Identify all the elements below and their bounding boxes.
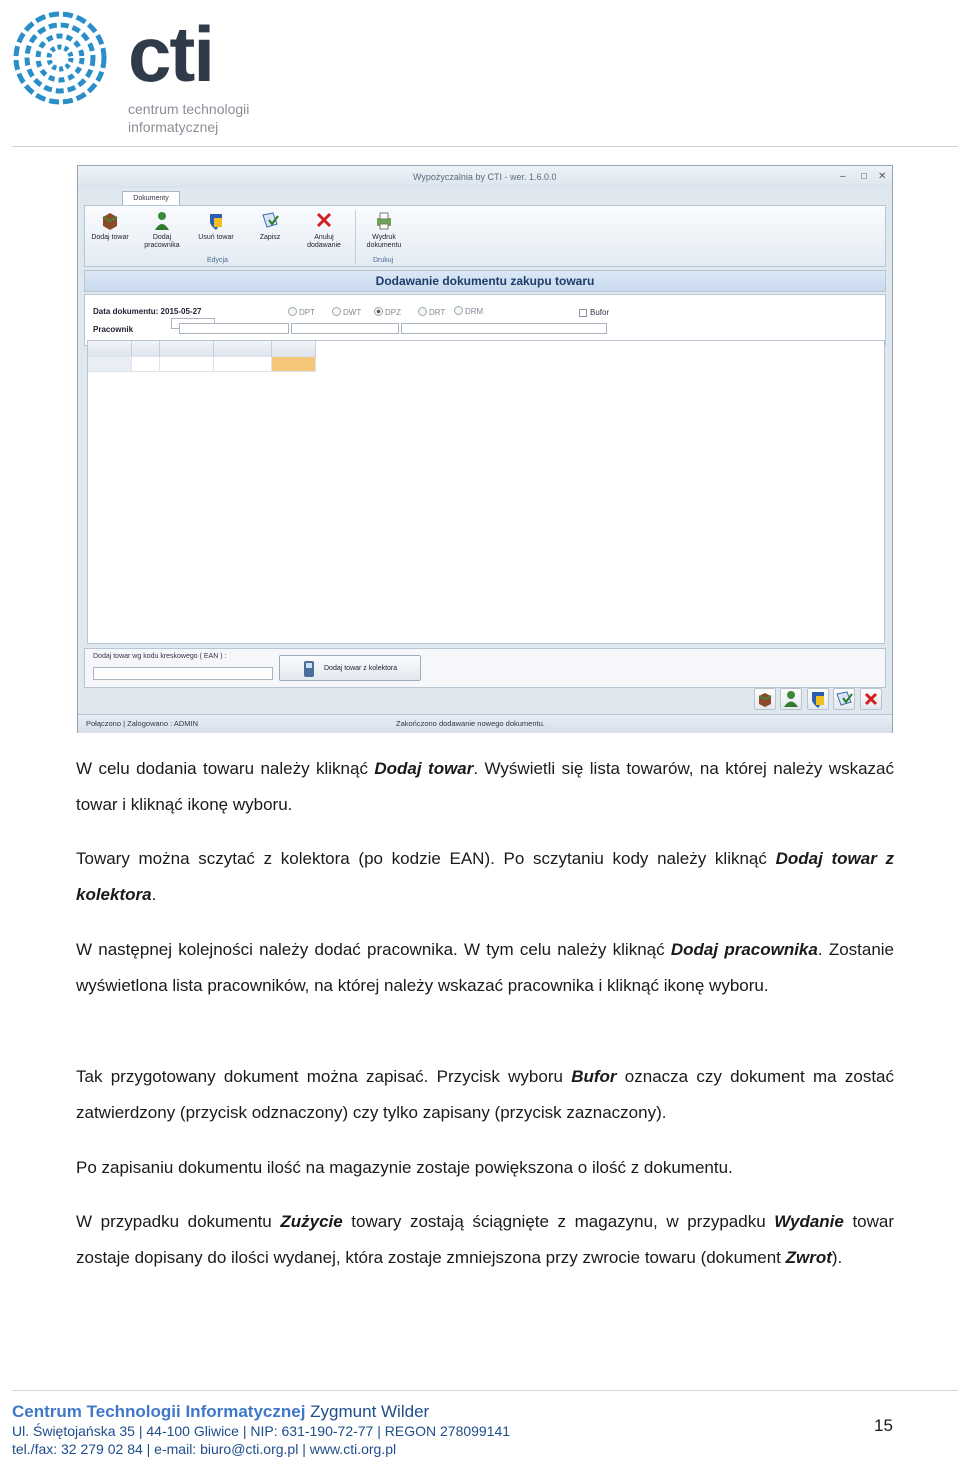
- group-label-edit: Edycja: [207, 257, 229, 264]
- grid-row-header[interactable]: [88, 357, 132, 372]
- grid-header-cell[interactable]: [272, 341, 316, 357]
- group-label-print: Drukuj: [373, 257, 394, 264]
- save-icon: [260, 210, 280, 232]
- ribbon: [84, 205, 886, 267]
- ean-label: Dodaj towar wg kodu kreskowego ( EAN ) :: [93, 653, 227, 660]
- box-add-icon: [100, 210, 120, 232]
- grid-cell[interactable]: [214, 357, 272, 372]
- bottom-remove-item-button[interactable]: [807, 688, 829, 710]
- cancel-adding-button[interactable]: Anuluj dodawanie: [299, 210, 349, 254]
- document-form: [84, 294, 886, 346]
- grid-header-cell[interactable]: [132, 341, 160, 357]
- person-add-icon: [152, 210, 172, 232]
- radio-dpz[interactable]: DPZ: [374, 307, 401, 317]
- grid-header-cell[interactable]: [160, 341, 214, 357]
- save-icon: [834, 689, 854, 709]
- window-title: Wypożyczalnia by CTI - wer. 1.6.0.0: [413, 172, 557, 182]
- radio-drt[interactable]: DRT: [418, 307, 445, 317]
- group-separator: [355, 210, 356, 264]
- cti-logo-word: cti: [128, 10, 214, 98]
- grid-header-cell[interactable]: [88, 341, 132, 357]
- radio-dot-selected-icon: [374, 307, 383, 316]
- header-divider: [12, 146, 958, 147]
- person-add-icon: [781, 689, 801, 709]
- bottom-cancel-button[interactable]: [860, 688, 882, 710]
- ean-input[interactable]: [93, 667, 273, 680]
- status-message: Zakończono dodawanie nowego dokumentu.: [396, 719, 545, 728]
- bottom-add-item-button[interactable]: [754, 688, 776, 710]
- paragraph-employee: W następnej kolejności należy dodać pracownika. W tym celu należy kliknąć Dodaj pracownika. Zostanie wyświetlona lista pracowników, na której należy wskazać pracownika i kliknąć ikonę wyboru.: [76, 940, 895, 995]
- paragraph-collector: Towary można sczytać z kolektora (po kodzie EAN). Po sczytaniu kody należy kliknąć Dodaj towar z kolektora.: [76, 849, 894, 904]
- date-label: Data dokumentu: 2015-05-27: [93, 307, 202, 316]
- ean-panel: [84, 648, 886, 688]
- cancel-icon: [314, 210, 334, 232]
- cti-logo-mark: [10, 8, 110, 108]
- footer-company: Centrum Technologii Informatycznej Zygmunt Wilder: [12, 1402, 430, 1421]
- bottom-save-button[interactable]: [833, 688, 855, 710]
- paragraph-save: Tak przygotowany dokument można zapisać. Przycisk wyboru Bufor oznacza czy dokument ma zostać zatwierdzony (przycisk odznaczony) czy tylko zapisany (przycisk zaznaczony).: [76, 1067, 894, 1122]
- print-icon: [374, 210, 394, 232]
- status-connection: Połączono | Zalogowano : ADMIN: [86, 719, 199, 728]
- radio-dot-icon: [454, 306, 463, 315]
- maximize-icon[interactable]: □: [861, 171, 868, 182]
- title-bar: [78, 166, 892, 188]
- footer-contact: tel./fax: 32 279 02 84 | e-mail: biuro@cti.org.pl | www.cti.org.pl: [12, 1441, 397, 1457]
- paragraph-stock: Po zapisaniu dokumentu ilość na magazynie zostaje powiększona o ilość z dokumentu.: [76, 1158, 733, 1177]
- ribbon-tab-dokumenty[interactable]: Dokumenty: [122, 191, 180, 206]
- bottom-add-employee-button[interactable]: [780, 688, 802, 710]
- footer-divider: [12, 1390, 958, 1391]
- radio-dwt[interactable]: DWT: [332, 307, 361, 317]
- bufor-checkbox[interactable]: [579, 309, 587, 317]
- employee-code-input[interactable]: [291, 323, 399, 334]
- paragraph-add-item: W celu dodania towaru należy kliknąć Dodaj towar. Wyświetli się lista towarów, na której należy wskazać towar i kliknąć ikonę wyboru.: [76, 759, 894, 814]
- add-employee-button[interactable]: Dodaj pracownika: [137, 210, 187, 254]
- radio-dot-icon: [288, 307, 297, 316]
- cancel-icon: [861, 689, 881, 709]
- close-icon[interactable]: ✕: [878, 171, 887, 182]
- app-window: [77, 165, 893, 733]
- page-number: 15: [874, 1416, 893, 1435]
- radio-dot-icon: [418, 307, 427, 316]
- employee-input[interactable]: [179, 323, 289, 334]
- add-from-collector-button[interactable]: Dodaj towar z kolektora: [279, 655, 421, 681]
- radio-drm[interactable]: DRM: [454, 306, 483, 316]
- employee-name-input[interactable]: [401, 323, 607, 334]
- grid-header-cell[interactable]: [214, 341, 272, 357]
- box-add-icon: [755, 689, 775, 709]
- radio-dot-icon: [332, 307, 341, 316]
- grid-cell[interactable]: [132, 357, 160, 372]
- radio-dpt[interactable]: DPT: [288, 307, 315, 317]
- employee-label: Pracownik: [93, 325, 134, 334]
- print-document-button[interactable]: Wydruk dokumentu: [359, 210, 409, 254]
- logo-subtitle-1: centrum technologii: [128, 101, 250, 117]
- logo-subtitle-2: informatycznej: [128, 119, 219, 135]
- minimize-icon[interactable]: –: [840, 171, 846, 182]
- save-button[interactable]: Zapisz: [245, 210, 295, 254]
- shield-remove-icon: [206, 210, 226, 232]
- add-item-button[interactable]: Dodaj towar: [85, 210, 135, 254]
- footer-address: Ul. Świętojańska 35 | 44-100 Gliwice | NIP: 631-190-72-77 | REGON 278099141: [12, 1423, 511, 1439]
- grid-cell[interactable]: [160, 357, 214, 372]
- grid-cell-selected[interactable]: [272, 357, 316, 372]
- paragraph-usage: W przypadku dokumentu Zużycie towary zostają ściągnięte z magazynu, w przypadku Wydanie towar zostaje dopisany do ilości wydanej, która zostaje zmniejszona przy zwrocie towaru (dokument Zwrot).: [76, 1212, 895, 1267]
- collector-icon: [302, 660, 316, 678]
- bufor-label: Bufor: [590, 308, 610, 317]
- items-grid[interactable]: [87, 340, 885, 644]
- status-bar: [78, 714, 892, 733]
- shield-remove-icon: [808, 689, 828, 709]
- remove-item-button[interactable]: Usuń towar: [191, 210, 241, 254]
- document-title: Dodawanie dokumentu zakupu towaru: [84, 270, 886, 292]
